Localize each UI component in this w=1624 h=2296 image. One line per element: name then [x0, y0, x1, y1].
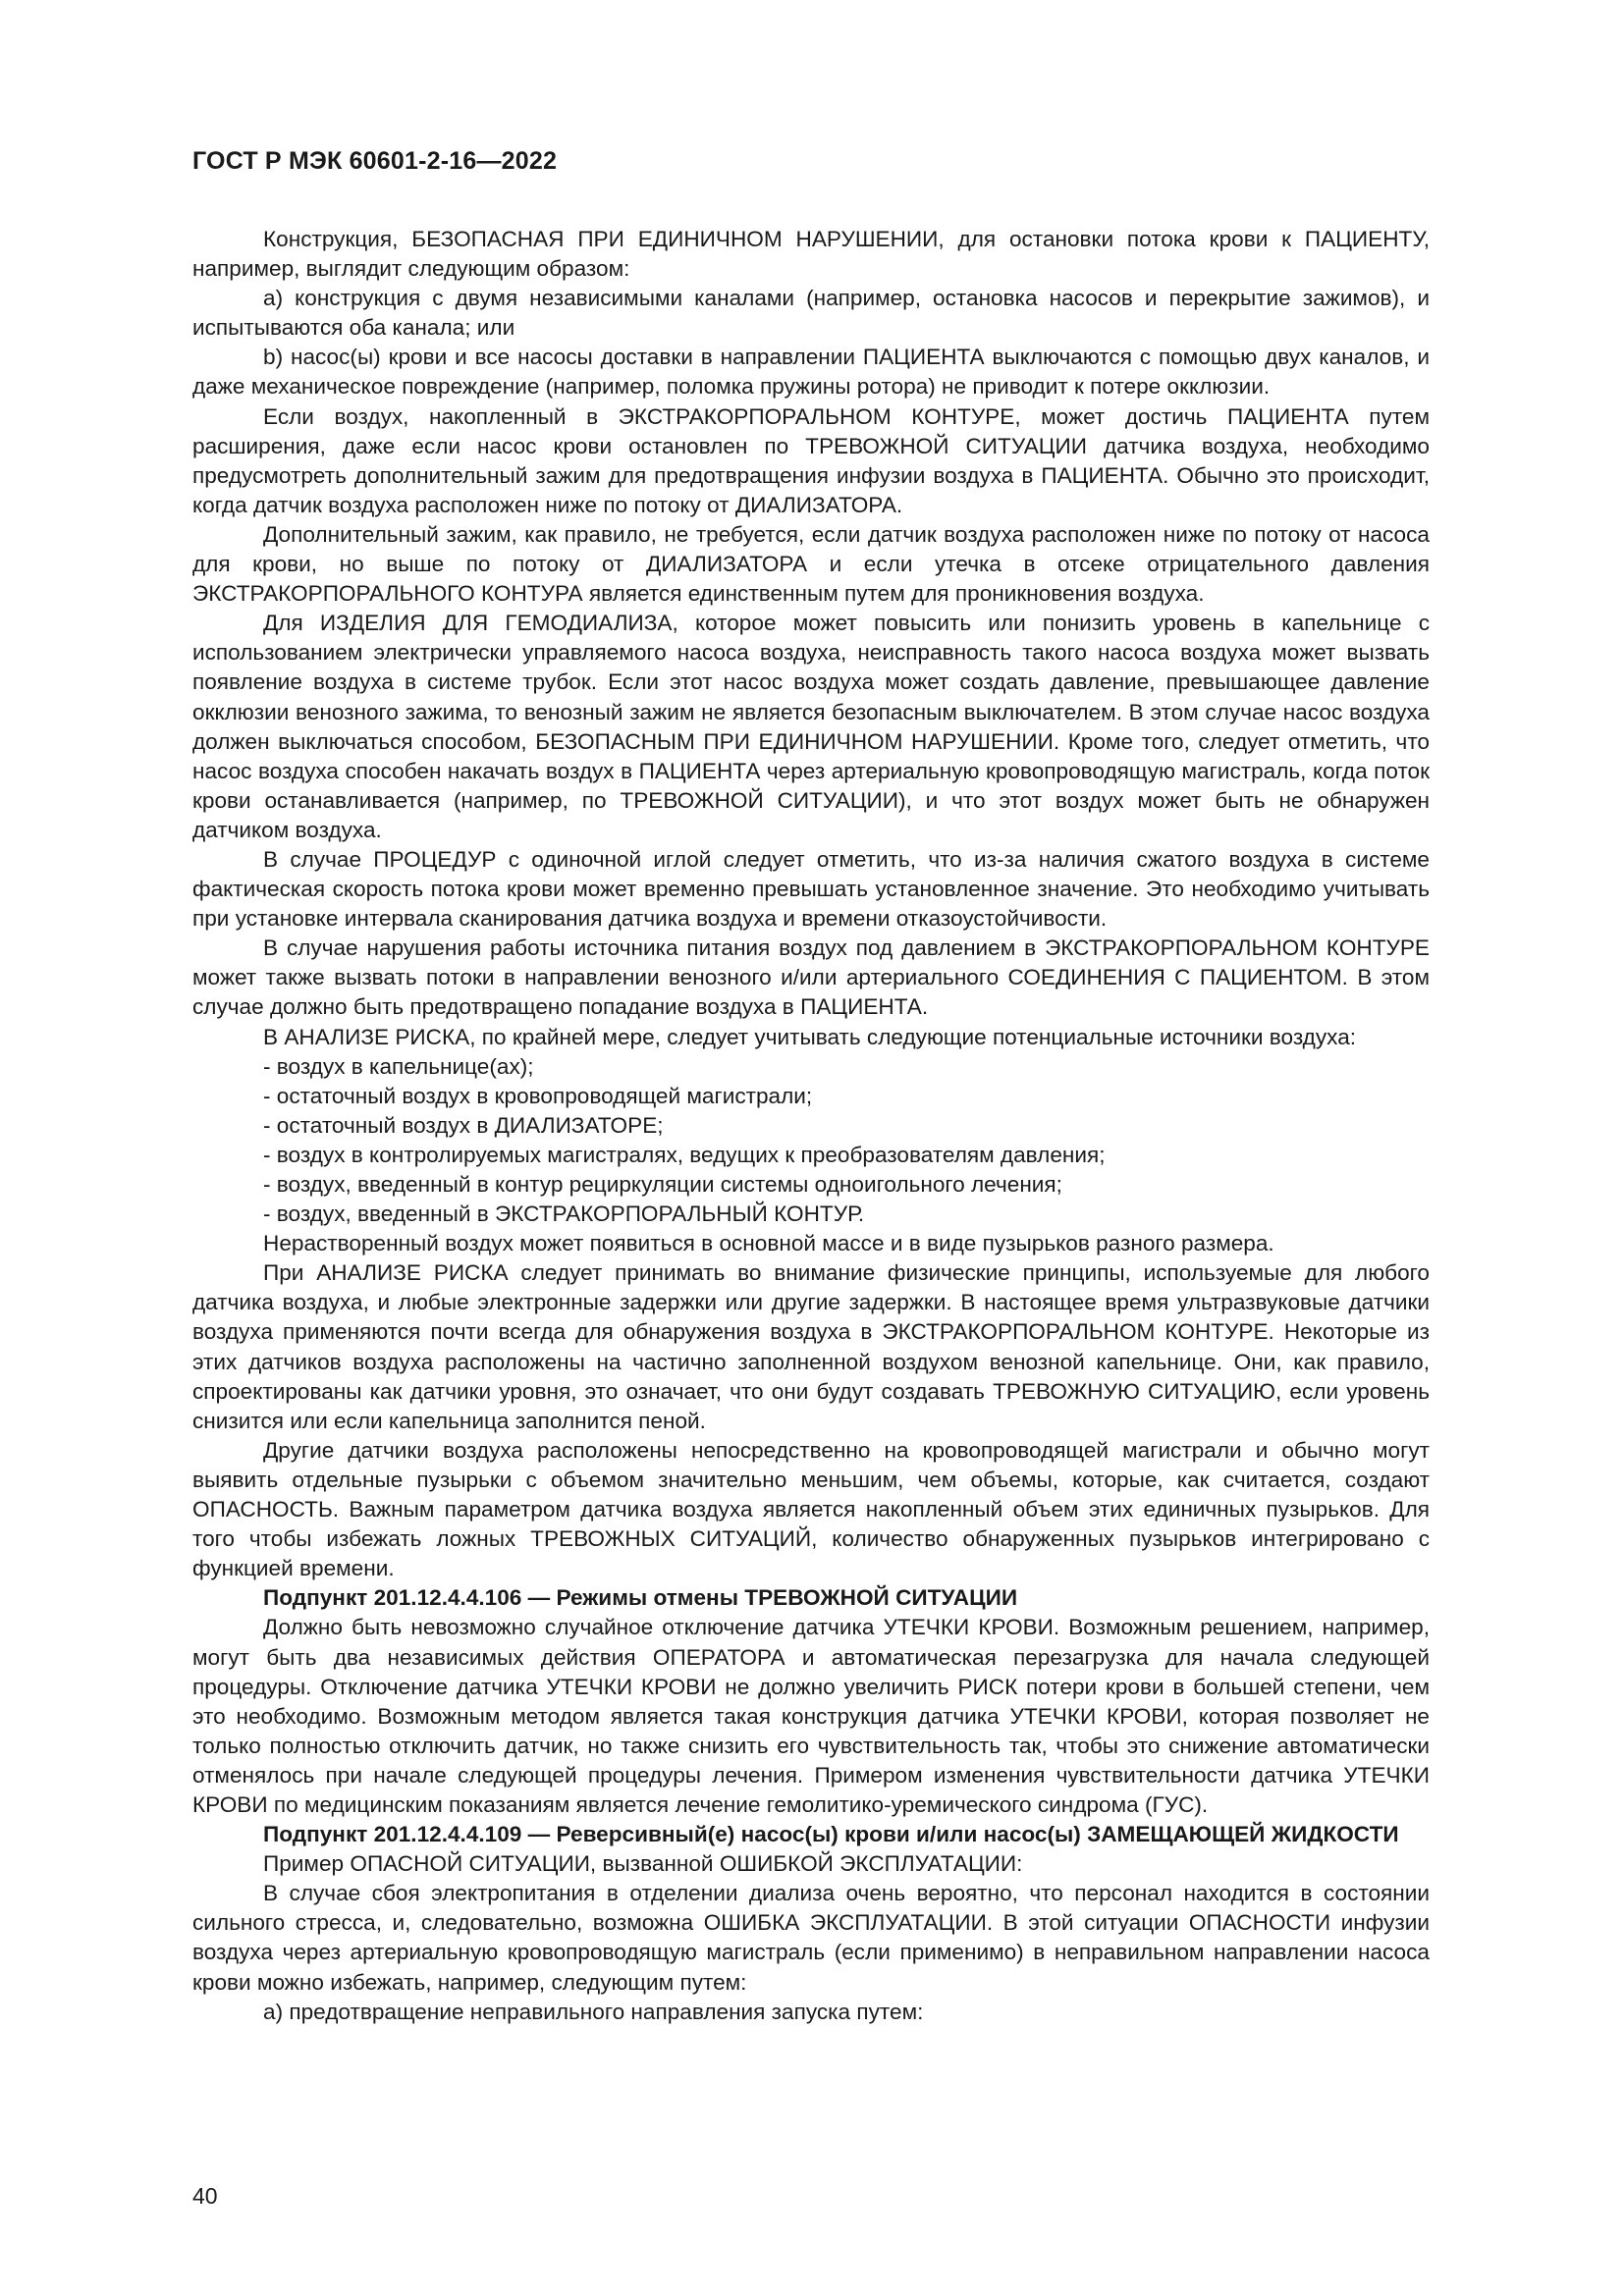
- air-sources-list: [192, 1052, 1430, 1230]
- list-item: - воздух, введенный в контур рециркуляции системы одноигольного лечения;: [263, 1172, 1062, 1197]
- paragraph: Для ИЗДЕЛИЯ ДЛЯ ГЕМОДИАЛИЗА, которое может повысить или понизить уровень в капельнице с использованием электрически управляемого насоса воздуха, неисправность такого насоса воздуха может вызвать появление воздуха в системе трубок. Если этот насос воздуха может создать давление, превышающее давление окклюзии венозного зажима, то венозный зажим не является безопасным выключателем. В этом случае насос воздуха должен выключаться способом, БЕЗОПАСНЫМ ПРИ ЕДИНИЧНОМ НАРУШЕНИИ. Кроме того, следует отметить, что насос воздуха способен накачать воздух в ПАЦИЕНТА через артериальную кровопроводящую магистраль, когда поток крови останавливается (например, по ТРЕВОЖНОЙ СИТУАЦИИ), и что этот воздух может быть не обнаружен датчиком воздуха.: [192, 611, 1430, 842]
- paragraph: В случае ПРОЦЕДУР с одиночной иглой следует отметить, что из-за наличия сжатого воздуха в системе фактическая скорость потока крови может временно превышать установленное значение. Это необходимо учитывать при установке интервала сканирования датчика воздуха и времени отказоустойчивости.: [192, 846, 1430, 932]
- list-item: - воздух, введенный в ЭКСТРАКОРПОРАЛЬНЫЙ КОНТУР.: [263, 1201, 865, 1227]
- paragraph: В случае сбоя электропитания в отделении диализа очень вероятно, что персонал находится в состоянии сильного стресса, и, следовательно, возможна ОШИБКА ЭКСПЛУАТАЦИИ. В этой ситуации ОПАСНОСТИ инфузии воздуха через артериальную кровопроводящую магистраль (если применимо) в неправильном направлении насоса крови можно избежать, например, следующим путем:: [192, 1881, 1430, 1995]
- document-header: ГОСТ Р МЭК 60601-2-16—2022: [192, 147, 558, 175]
- section-heading: Подпункт 201.12.4.4.109 — Реверсивный(е) насос(ы) крови и/или насос(ы) ЗАМЕЩАЮЩЕЙ ЖИДКОСТИ: [263, 1822, 1399, 1847]
- paragraph: Конструкция, БЕЗОПАСНАЯ ПРИ ЕДИНИЧНОМ НАРУШЕНИИ, для остановки потока крови к ПАЦИЕНТУ, например, выглядит следующим образом:: [192, 227, 1430, 282]
- paragraph: Нерастворенный воздух может появиться в основной массе и в виде пузырьков разного размера.: [263, 1231, 1274, 1256]
- section-heading: Подпункт 201.12.4.4.106 — Режимы отмены ТРЕВОЖНОЙ СИТУАЦИИ: [263, 1585, 1018, 1611]
- paragraph: Если воздух, накопленный в ЭКСТРАКОРПОРАЛЬНОМ КОНТУРЕ, может достичь ПАЦИЕНТА путем расширения, даже если насос крови остановлен по ТРЕВОЖНОЙ СИТУАЦИИ датчика воздуха, необходимо предусмотреть дополнительный зажим для предотвращения инфузии воздуха в ПАЦИЕНТА. Обычно это происходит, когда датчик воздуха расположен ниже по потоку от ДИАЛИЗАТОРА.: [192, 403, 1430, 517]
- page-number: 40: [192, 2183, 218, 2209]
- list-item: - воздух в капельнице(ах);: [263, 1053, 534, 1079]
- paragraph: а) конструкция с двумя независимыми каналами (например, остановка насосов и перекрытие зажимов), и испытываются оба канала; или: [192, 286, 1430, 341]
- document-body: [192, 225, 1430, 2027]
- paragraph: b) насос(ы) крови и все насосы доставки в направлении ПАЦИЕНТА выключаются с помощью двух каналов, и даже механическое повреждение (например, поломка пружины ротора) не приводит к потере окклюзии.: [192, 345, 1430, 400]
- paragraph: Дополнительный зажим, как правило, не требуется, если датчик воздуха расположен ниже по потоку от насоса для крови, но выше по потоку от ДИАЛИЗАТОРА и если утечка в отсеке отрицательного давления ЭКСТРАКОРПОРАЛЬНОГО КОНТУРА является единственным путем для проникновения воздуха.: [192, 521, 1430, 607]
- list-item: - остаточный воздух в кровопроводящей магистрали;: [263, 1083, 813, 1108]
- paragraph: При АНАЛИЗЕ РИСКА следует принимать во внимание физические принципы, используемые для любого датчика воздуха, и любые электронные задержки или другие задержки. В настоящее время ультразвуковые датчики воздуха применяются почти всегда для обнаружения воздуха в ЭКСТРАКОРПОРАЛЬНОМ КОНТУРЕ. Некоторые из этих датчиков воздуха расположены на частично заполненной воздухом венозной капельнице. Они, как правило, спроектированы как датчики уровня, это означает, что они будут создавать ТРЕВОЖНУЮ СИТУАЦИЮ, если уровень снизится или если капельница заполнится пеной.: [192, 1260, 1430, 1433]
- list-item: - остаточный воздух в ДИАЛИЗАТОРЕ;: [263, 1112, 664, 1138]
- paragraph: Другие датчики воздуха расположены непосредственно на кровопроводящей магистрали и обычно могут выявить отдельные пузырьки с объемом значительно меньшим, чем объемы, которые, как считается, создают ОПАСНОСТЬ. Важным параметром датчика воздуха является накопленный объем этих единичных пузырьков. Для того чтобы избежать ложных ТРЕВОЖНЫХ СИТУАЦИЙ, количество обнаруженных пузырьков интегрировано с функцией времени.: [192, 1437, 1430, 1581]
- paragraph: В АНАЛИЗЕ РИСКА, по крайней мере, следует учитывать следующие потенциальные источники воздуха:: [263, 1024, 1357, 1049]
- paragraph: В случае нарушения работы источника питания воздух под давлением в ЭКСТРАКОРПОРАЛЬНОМ КОНТУРЕ может также вызвать потоки в направлении венозного и/или артериального СОЕДИНЕНИЯ С ПАЦИЕНТОМ. В этом случае должно быть предотвращено попадание воздуха в ПАЦИЕНТА.: [192, 935, 1430, 1020]
- list-item: - воздух в контролируемых магистралях, ведущих к преобразователям давления;: [263, 1142, 1106, 1167]
- paragraph: Должно быть невозможно случайное отключение датчика УТЕЧКИ КРОВИ. Возможным решением, например, могут быть два независимых действия ОПЕРАТОРА и автоматическая перезагрузка для начала следующей процедуры. Отключение датчика УТЕЧКИ КРОВИ не должно увеличить РИСК потери крови в большей степени, чем это необходимо. Возможным методом является такая конструкция датчика УТЕЧКИ КРОВИ, которая позволяет не только полностью отключить датчик, но также снизить его чувствительность так, чтобы это снижение автоматически отменялось при начале следующей процедуры лечения. Примером изменения чувствительности датчика УТЕЧКИ КРОВИ по медицинским показаниям является лечение гемолитико-уремического синдрома (ГУС).: [192, 1615, 1430, 1817]
- paragraph: Пример ОПАСНОЙ СИТУАЦИИ, вызванной ОШИБКОЙ ЭКСПЛУАТАЦИИ:: [263, 1851, 1023, 1877]
- paragraph: а) предотвращение неправильного направления запуска путем:: [263, 1999, 924, 2024]
